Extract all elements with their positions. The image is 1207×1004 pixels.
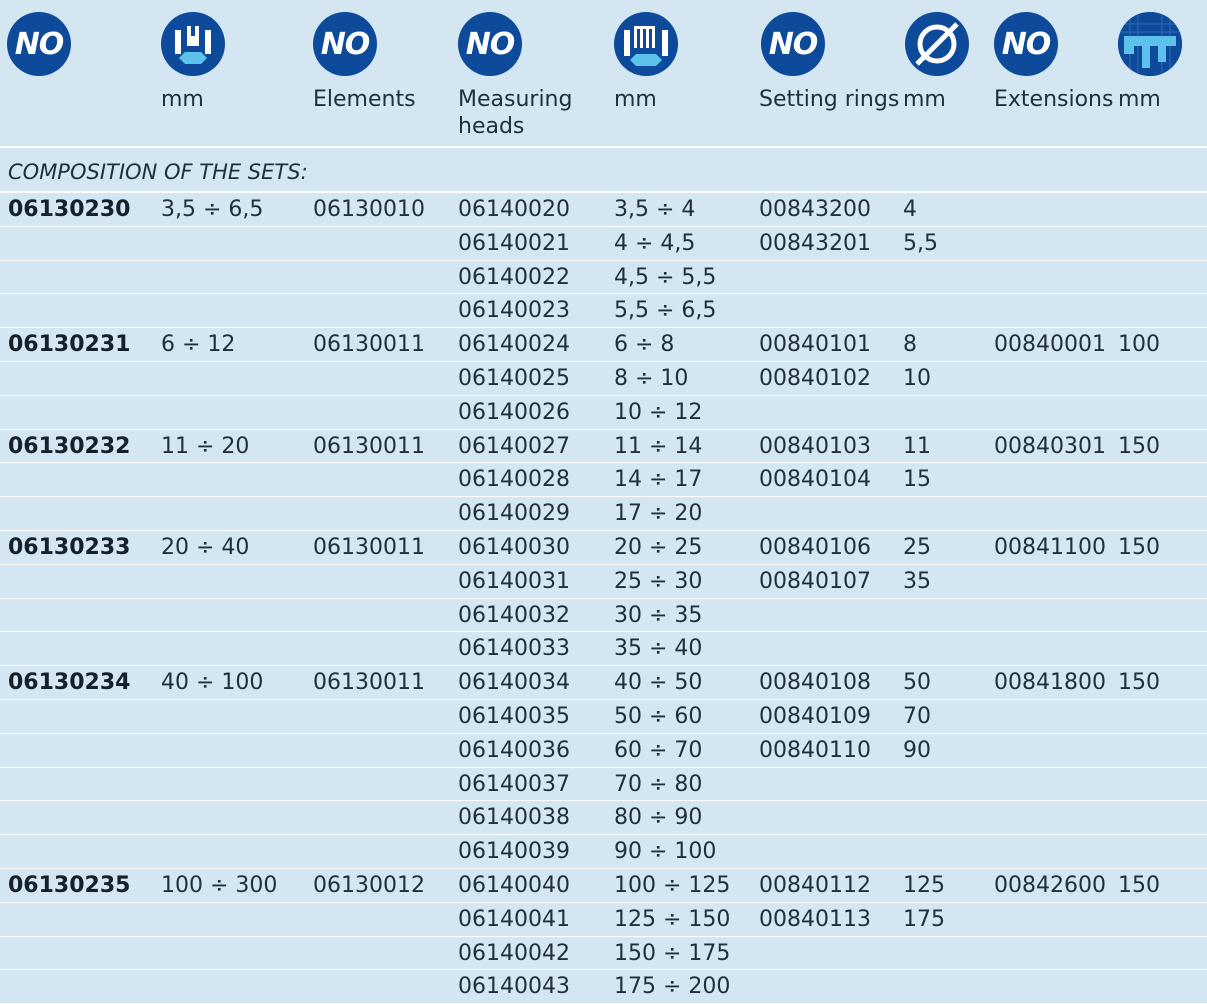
measuring-head-code: 06140032 xyxy=(458,602,570,628)
extension-icon xyxy=(1118,12,1182,76)
measuring-head-range: 25 ÷ 30 xyxy=(614,568,703,594)
column-header-setting-rings: Setting rings xyxy=(759,87,900,112)
table-row xyxy=(0,734,1207,768)
element-code: 06130011 xyxy=(313,534,425,560)
set-code: 06130232 xyxy=(8,433,131,459)
measuring-head-range: 175 ÷ 200 xyxy=(614,974,731,1000)
table-row xyxy=(0,666,1207,700)
set-code: 06130231 xyxy=(8,332,131,358)
extension-length: 150 xyxy=(1118,670,1160,696)
table-row xyxy=(0,565,1207,599)
measuring-head-code: 06140043 xyxy=(458,974,570,1000)
measuring-head-code: 06140033 xyxy=(458,636,570,662)
extension-code: 00840001 xyxy=(994,332,1106,358)
measuring-head-code: 06140035 xyxy=(458,703,570,729)
table-row xyxy=(0,497,1207,531)
table-row xyxy=(0,362,1207,396)
measuring-head-range: 8 ÷ 10 xyxy=(614,365,689,391)
table-row xyxy=(0,599,1207,633)
column-header-head-mm: mm xyxy=(614,87,657,112)
setting-ring-size: 8 xyxy=(903,332,917,358)
measuring-head-code: 06140031 xyxy=(458,568,570,594)
extension-length: 100 xyxy=(1118,332,1160,358)
element-code: 06130011 xyxy=(313,670,425,696)
extension-length: 150 xyxy=(1118,534,1160,560)
measuring-head-range: 10 ÷ 12 xyxy=(614,399,703,425)
measuring-head-range: 4 ÷ 4,5 xyxy=(614,230,696,256)
measuring-head-range: 5,5 ÷ 6,5 xyxy=(614,298,717,324)
setting-ring-size: 90 xyxy=(903,737,931,763)
measuring-head-range: 20 ÷ 25 xyxy=(614,534,703,560)
measuring-head-range: 100 ÷ 125 xyxy=(614,872,731,898)
measuring-head-range: 50 ÷ 60 xyxy=(614,703,703,729)
setting-ring-code: 00840112 xyxy=(759,872,871,898)
measuring-head-code: 06140025 xyxy=(458,365,570,391)
table-row xyxy=(0,869,1207,903)
setting-ring-code: 00840101 xyxy=(759,332,871,358)
setting-ring-size: 70 xyxy=(903,703,931,729)
table-row xyxy=(0,903,1207,937)
column-header-extensions: Extensions xyxy=(994,87,1114,112)
no-icon: NO xyxy=(458,12,522,76)
set-range: 3,5 ÷ 6,5 xyxy=(161,197,264,222)
measuring-head-code: 06140030 xyxy=(458,534,570,560)
set-range: 11 ÷ 20 xyxy=(161,433,250,459)
setting-ring-code: 00840102 xyxy=(759,365,871,391)
set-code: 06130234 xyxy=(8,670,131,696)
measuring-head-range: 11 ÷ 14 xyxy=(614,433,703,459)
measuring-head-range: 6 ÷ 8 xyxy=(614,332,675,358)
table-row xyxy=(0,801,1207,835)
diameter-icon xyxy=(905,12,969,76)
setting-ring-size: 50 xyxy=(903,670,931,696)
header-icons-row xyxy=(0,0,1207,84)
measuring-head-range: 150 ÷ 175 xyxy=(614,940,731,966)
table-row xyxy=(0,937,1207,971)
setting-ring-size: 175 xyxy=(903,906,945,932)
column-header-measuring-heads-line1: Measuring xyxy=(458,87,573,112)
extension-code: 00840301 xyxy=(994,433,1106,459)
measuring-head-code: 06140020 xyxy=(458,197,570,222)
measuring-head-range: 30 ÷ 35 xyxy=(614,602,703,628)
element-code: 06130010 xyxy=(313,197,425,222)
setting-ring-code: 00840106 xyxy=(759,534,871,560)
measuring-head-code: 06140037 xyxy=(458,771,570,797)
extension-code: 00841100 xyxy=(994,534,1106,560)
table-row xyxy=(0,835,1207,869)
measuring-head-range: 17 ÷ 20 xyxy=(614,501,703,527)
measuring-head-range: 70 ÷ 80 xyxy=(614,771,703,797)
setting-ring-code: 00843200 xyxy=(759,197,871,222)
measuring-head-range: 4,5 ÷ 5,5 xyxy=(614,264,717,290)
no-icon: NO xyxy=(313,12,377,76)
set-range: 6 ÷ 12 xyxy=(161,332,236,358)
measuring-head-range: 14 ÷ 17 xyxy=(614,467,703,493)
table-row xyxy=(0,632,1207,666)
measuring-head-code: 06140023 xyxy=(458,298,570,324)
measuring-head-code: 06140026 xyxy=(458,399,570,425)
measuring-head-code: 06140036 xyxy=(458,737,570,763)
setting-ring-size: 25 xyxy=(903,534,931,560)
setting-ring-size: 15 xyxy=(903,467,931,493)
measuring-head-code: 06140038 xyxy=(458,805,570,831)
set-code: 06130230 xyxy=(8,197,131,222)
measuring-head-range: 80 ÷ 90 xyxy=(614,805,703,831)
extension-length: 150 xyxy=(1118,872,1160,898)
measuring-head-range: 35 ÷ 40 xyxy=(614,636,703,662)
table-row xyxy=(0,227,1207,261)
measuring-head-range: 40 ÷ 50 xyxy=(614,670,703,696)
measuring-head-code: 06140034 xyxy=(458,670,570,696)
setting-ring-code: 00840104 xyxy=(759,467,871,493)
table-row xyxy=(0,970,1207,1004)
measuring-head-code: 06140021 xyxy=(458,230,570,256)
measuring-head-range: 3,5 ÷ 4 xyxy=(614,197,696,222)
table-row xyxy=(0,768,1207,802)
table-row xyxy=(0,430,1207,464)
measuring-head-code: 06140024 xyxy=(458,332,570,358)
measuring-head-code: 06140040 xyxy=(458,872,570,898)
measuring-head-code: 06140028 xyxy=(458,467,570,493)
setting-ring-code: 00840113 xyxy=(759,906,871,932)
set-range: 40 ÷ 100 xyxy=(161,670,264,696)
set-code: 06130233 xyxy=(8,534,131,560)
gauge-heads-icon xyxy=(614,12,678,76)
measuring-head-code: 06140029 xyxy=(458,501,570,527)
table-row xyxy=(0,261,1207,295)
setting-ring-size: 11 xyxy=(903,433,931,459)
element-code: 06130011 xyxy=(313,433,425,459)
measuring-head-code: 06140039 xyxy=(458,839,570,865)
setting-ring-size: 10 xyxy=(903,365,931,391)
setting-ring-code: 00840103 xyxy=(759,433,871,459)
setting-ring-code: 00840108 xyxy=(759,670,871,696)
setting-ring-code: 00840109 xyxy=(759,703,871,729)
measuring-head-code: 06140027 xyxy=(458,433,570,459)
element-code: 06130012 xyxy=(313,872,425,898)
set-code: 06130235 xyxy=(8,872,131,898)
extension-length: 150 xyxy=(1118,433,1160,459)
setting-ring-size: 5,5 xyxy=(903,230,938,256)
gauge-diameter-icon xyxy=(161,12,225,76)
table-row xyxy=(0,700,1207,734)
no-icon: NO xyxy=(994,12,1058,76)
column-header-ring-mm: mm xyxy=(903,87,946,112)
table-row xyxy=(0,396,1207,430)
measuring-head-range: 90 ÷ 100 xyxy=(614,839,717,865)
column-header-measuring-heads xyxy=(458,86,572,140)
no-icon: NO xyxy=(761,12,825,76)
table-row xyxy=(0,463,1207,497)
no-icon: NO xyxy=(7,12,71,76)
table-row xyxy=(0,294,1207,328)
table-row xyxy=(0,531,1207,565)
section-label: COMPOSITION OF THE SETS: xyxy=(8,160,308,184)
column-header-ext-mm: mm xyxy=(1118,87,1161,112)
setting-ring-code: 00840107 xyxy=(759,568,871,594)
set-range: 100 ÷ 300 xyxy=(161,872,278,898)
header-divider xyxy=(0,146,1207,148)
measuring-head-range: 125 ÷ 150 xyxy=(614,906,731,932)
column-header-measuring-heads-line2: heads xyxy=(458,114,525,139)
extension-code: 00842600 xyxy=(994,872,1106,898)
setting-ring-size: 4 xyxy=(903,197,917,222)
measuring-head-code: 06140022 xyxy=(458,264,570,290)
setting-ring-size: 125 xyxy=(903,872,945,898)
setting-ring-code: 00840110 xyxy=(759,737,871,763)
setting-ring-size: 35 xyxy=(903,568,931,594)
measuring-head-code: 06140041 xyxy=(458,906,570,932)
column-header-elements: Elements xyxy=(313,87,416,112)
column-header-range-mm: mm xyxy=(161,87,204,112)
set-range: 20 ÷ 40 xyxy=(161,534,250,560)
measuring-head-code: 06140042 xyxy=(458,940,570,966)
extension-code: 00841800 xyxy=(994,670,1106,696)
setting-ring-code: 00843201 xyxy=(759,230,871,256)
table-row xyxy=(0,193,1207,227)
table-row xyxy=(0,328,1207,362)
measuring-head-range: 60 ÷ 70 xyxy=(614,737,703,763)
element-code: 06130011 xyxy=(313,332,425,358)
sets-table xyxy=(0,193,1207,1004)
